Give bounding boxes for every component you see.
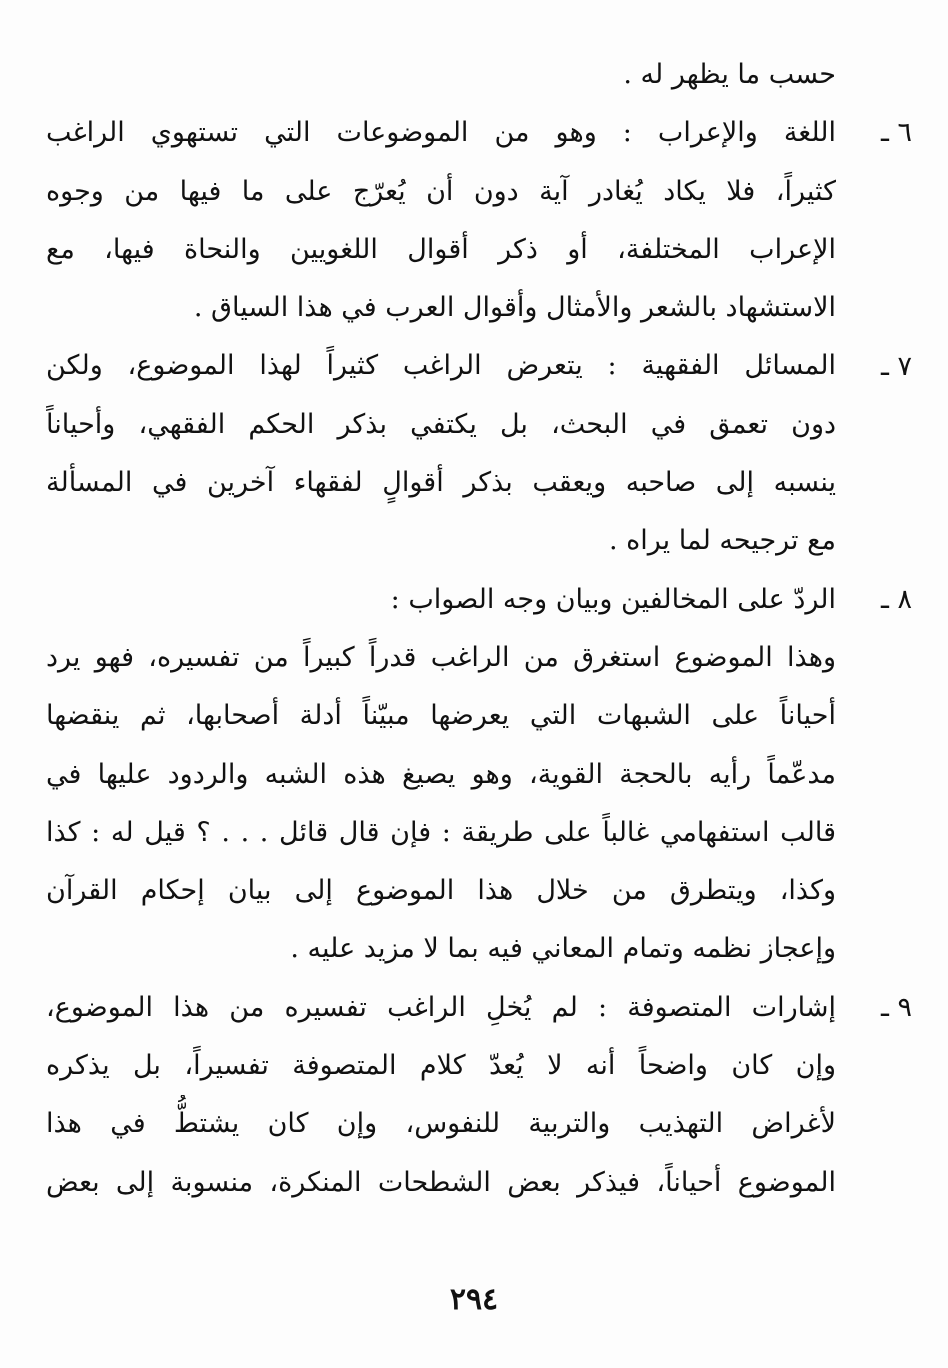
text-line: الإعراب المختلفة، أو ذكر أقوال اللغويين والنحاة فيها، مع	[46, 233, 836, 265]
page-number: ٢٩٤	[449, 1282, 499, 1317]
text-line: الاستشهاد بالشعر والأمثال وأقوال العرب في هذا السياق .	[193, 292, 836, 324]
text-line: قالب استفهامي غالباً على طريقة : فإن قال قائل . . . ؟ قيل له : كذا	[46, 816, 836, 848]
text-line: وكذا، ويتطرق من خلال هذا الموضوع إلى بيان إحكام القرآن	[46, 875, 836, 907]
item-number-six: ٦ ـ	[880, 117, 912, 149]
text-line: وإعجاز نظمه وتمام المعاني فيه بما لا مزيد عليه .	[290, 933, 836, 965]
text-line: مدعّماً رأيه بالحجة القوية، وهو يصيغ هذه الشبه والردود عليها في	[46, 758, 836, 790]
text-line: الموضوع أحياناً، فيذكر بعض الشطحات المنكرة، منسوبة إلى بعض	[46, 1166, 836, 1198]
text-line: لأغراض التهذيب والتربية للنفوس، وإن كان يشتطُّ في هذا	[46, 1108, 836, 1140]
text-line: الردّ على المخالفين وبيان وجه الصواب :	[390, 583, 836, 615]
text-line: المسائل الفقهية : يتعرض الراغب كثيراً لهذا الموضوع، ولكن	[46, 350, 836, 382]
text-line: اللغة والإعراب : وهو من الموضوعات التي تستهوي الراغب	[46, 117, 836, 149]
item-number-seven: ٧ ـ	[880, 350, 912, 382]
text-line: حسب ما يظهر له .	[623, 59, 836, 90]
text-line: أحياناً على الشبهات التي يعرضها مبيّناً أدلة أصحابها، ثم ينقضها	[46, 700, 836, 732]
text-line: دون تعمق في البحث، بل يكتفي بذكر الحكم الفقهي، وأحياناً	[46, 408, 836, 440]
text-line: وهذا الموضوع استغرق من الراغب قدراً كبيراً من تفسيره، فهو يرد	[46, 641, 836, 673]
body-text	[46, 46, 836, 1212]
text-line: ينسبه إلى صاحبه ويعقب بذكر أقوالٍ لفقهاء آخرين في المسألة	[46, 467, 836, 499]
text-line: كثيراً، فلا يكاد يُغادر آية دون أن يُعرّج على ما فيها من وجوه	[46, 175, 836, 207]
item-number-eight: ٨ ـ	[880, 583, 912, 615]
text-line: مع ترجيحه لما يراه .	[608, 525, 836, 557]
item-number-nine: ٩ ـ	[880, 992, 912, 1023]
text-line: إشارات المتصوفة : لم يُخلِ الراغب تفسيره من هذا الموضوع،	[46, 991, 836, 1023]
text-line: وإن كان واضحاً أنه لا يُعدّ كلام المتصوفة تفسيراً، بل يذكره	[46, 1050, 836, 1082]
